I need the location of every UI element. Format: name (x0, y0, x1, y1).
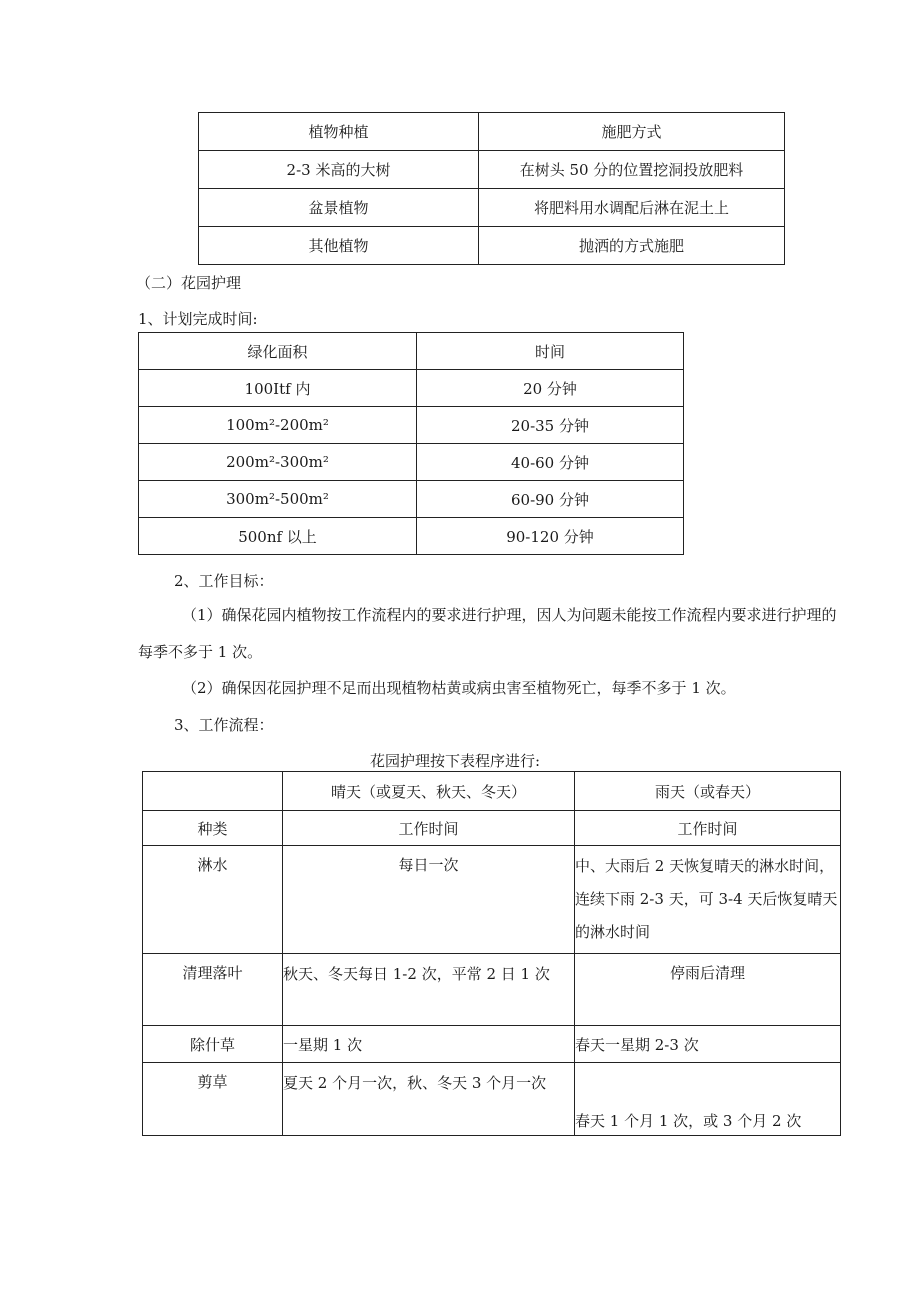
table-cell: 40-60 分钟 (417, 444, 684, 481)
table-cell: 秋天、冬天每日 1-2 次，平常 2 日 1 次 (283, 954, 575, 1026)
table-cell: 除什草 (143, 1026, 283, 1063)
item1-title: 1、计划完成时间: (138, 310, 258, 328)
goal-paragraph-1: （1）确保花园内植物按工作流程内的要求进行护理，因人为问题未能按工作流程内要求进行护理的每季不多于 1 次。 (138, 606, 837, 661)
process-caption: 花园护理按下表程序进行: (370, 752, 541, 770)
table-cell: 60-90 分钟 (417, 481, 684, 518)
process-table (142, 771, 841, 1136)
table-row (143, 846, 841, 954)
table-cell: 剪草 (143, 1063, 283, 1136)
table-cell: 夏天 2 个月一次，秋、冬天 3 个月一次 (283, 1063, 575, 1136)
table-header-row (143, 772, 841, 811)
section-title: （二）花园护理 (136, 274, 242, 292)
table-cell: 在树头 50 分的位置挖洞投放肥料 (479, 151, 785, 189)
header-cell: 时间 (417, 333, 684, 370)
table-row (199, 227, 785, 265)
time-table (138, 332, 684, 555)
header-cell: 施肥方式 (479, 113, 785, 151)
fertilize-table (198, 112, 785, 265)
header-cell: 晴天（或夏天、秋天、冬天） (283, 772, 575, 811)
table-cell: 500nf 以上 (139, 518, 417, 555)
table-cell: 一星期 1 次 (283, 1026, 575, 1063)
table-cell: 春天一星期 2-3 次 (575, 1026, 841, 1063)
item2-title: 2、工作目标： (174, 572, 274, 590)
table-cell: 将肥料用水调配后淋在泥土上 (479, 189, 785, 227)
table-row (139, 370, 684, 407)
table-row (139, 407, 684, 444)
header-cell: 工作时间 (283, 811, 575, 846)
header-cell: 绿化面积 (139, 333, 417, 370)
table-cell: 春天 1 个月 1 次，或 3 个月 2 次 (575, 1063, 841, 1136)
table-cell: 2-3 米高的大树 (199, 151, 479, 189)
table-row (139, 481, 684, 518)
item3-title: 3、工作流程： (174, 716, 274, 734)
table-row (143, 954, 841, 1026)
table-row (199, 151, 785, 189)
table-row (143, 1026, 841, 1063)
table-cell: 200m²-300m² (139, 444, 417, 481)
header-cell: 雨天（或春天） (575, 772, 841, 811)
header-cell: 工作时间 (575, 811, 841, 846)
table-cell: 20 分钟 (417, 370, 684, 407)
table-cell: 每日一次 (283, 846, 575, 954)
table-cell: 停雨后清理 (575, 954, 841, 1026)
table-subheader-row (143, 811, 841, 846)
table-cell: 中、大雨后 2 天恢复晴天的淋水时间，连续下雨 2-3 天，可 3-4 天后恢复晴天的淋水时间 (575, 846, 841, 954)
table-cell: 淋水 (143, 846, 283, 954)
table-cell: 清理落叶 (143, 954, 283, 1026)
table-cell: 90-120 分钟 (417, 518, 684, 555)
table-row (199, 189, 785, 227)
header-cell (143, 772, 283, 811)
table-row (143, 1063, 841, 1136)
table-cell: 抛洒的方式施肥 (479, 227, 785, 265)
table-cell: 盆景植物 (199, 189, 479, 227)
header-cell: 植物种植 (199, 113, 479, 151)
goal-paragraph-2: （2）确保因花园护理不足而出现植物枯黄或病虫害至植物死亡，每季不多于 1 次。 (182, 679, 736, 697)
table-row (139, 444, 684, 481)
table-row (139, 518, 684, 555)
header-cell: 种类 (143, 811, 283, 846)
table-cell: 300m²-500m² (139, 481, 417, 518)
table-cell: 20-35 分钟 (417, 407, 684, 444)
table-cell: 其他植物 (199, 227, 479, 265)
table-header-row (139, 333, 684, 370)
table-cell: 100Itf 内 (139, 370, 417, 407)
table-header-row (199, 113, 785, 151)
table-cell: 100m²-200m² (139, 407, 417, 444)
